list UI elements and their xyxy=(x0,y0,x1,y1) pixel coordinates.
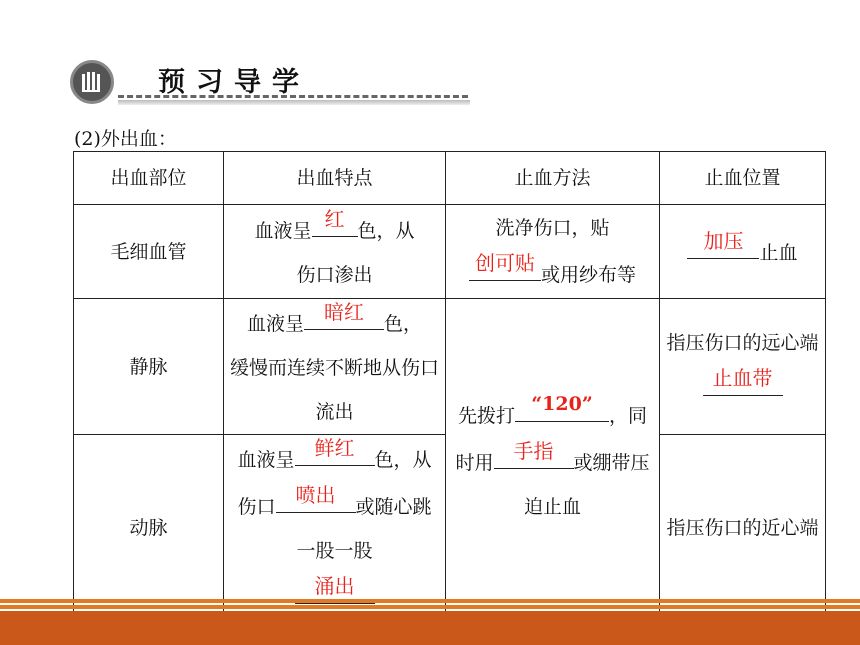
cell-location: 指压伤口的远心端 止血带 xyxy=(660,299,826,435)
answer-text: 创可贴 xyxy=(474,251,535,275)
answer-blank xyxy=(703,365,783,396)
answer-blank xyxy=(515,391,609,422)
answer-blank xyxy=(295,435,375,466)
footer-stripe xyxy=(0,599,860,603)
answer-text: 鲜红 xyxy=(314,436,355,460)
footer-stripe xyxy=(0,605,860,609)
page-title: 预习导学 xyxy=(158,67,310,98)
section-label: (2)外出血： xyxy=(74,128,177,150)
cell-feature: 血液呈 鲜红 色，从伤口 喷出 或随心跳一股一股 涌出 xyxy=(224,435,446,621)
cell-part: 静脉 xyxy=(74,299,224,435)
answer-blank xyxy=(312,206,358,237)
answer-blank xyxy=(494,438,574,469)
footer-band xyxy=(0,599,860,645)
cell-feature: 血液呈 红 色，从 伤口渗出 xyxy=(224,205,446,299)
answer-text: 加压 xyxy=(703,229,744,253)
answer-blank xyxy=(276,482,356,513)
table-header-row xyxy=(74,152,826,205)
header-divider xyxy=(118,95,468,98)
answer-text: 喷出 xyxy=(295,483,336,507)
cell-feature: 血液呈 暗红 色， 缓慢而连续不断地从伤口流出 xyxy=(224,299,446,435)
cell-location: 加压 止血 xyxy=(660,205,826,299)
answer-blank xyxy=(687,228,759,259)
cell-part: 动脉 xyxy=(74,435,224,621)
header-underline xyxy=(118,100,470,105)
answer-text: 涌出 xyxy=(314,574,355,598)
answer-blank xyxy=(304,299,384,330)
answer-blank xyxy=(469,250,541,281)
header-part: 出血部位 xyxy=(74,152,224,205)
cell-part: 毛细血管 xyxy=(74,205,224,299)
answer-text: 手指 xyxy=(513,438,554,463)
table-row-capillary xyxy=(74,205,826,299)
answer-text: 红 xyxy=(324,207,345,231)
footer-bar xyxy=(0,611,860,645)
table-row-vein xyxy=(74,299,826,435)
section-header xyxy=(70,58,470,108)
cell-method: 先拨打 “120” ，同时用 手指 或绷带压迫止血 xyxy=(446,299,660,621)
cell-location: 指压伤口的近心端 xyxy=(660,435,826,621)
answer-text: “120” xyxy=(531,392,593,415)
header-location: 止血位置 xyxy=(660,152,826,205)
answer-text: 暗红 xyxy=(324,300,364,324)
bleeding-table xyxy=(73,151,826,621)
header-method: 止血方法 xyxy=(446,152,660,205)
header-feature: 出血特点 xyxy=(224,152,446,205)
book-logo-icon xyxy=(70,60,114,104)
cell-method: 洗净伤口，贴 创可贴 或用纱布等 xyxy=(446,205,660,299)
answer-text: 止血带 xyxy=(712,366,773,390)
